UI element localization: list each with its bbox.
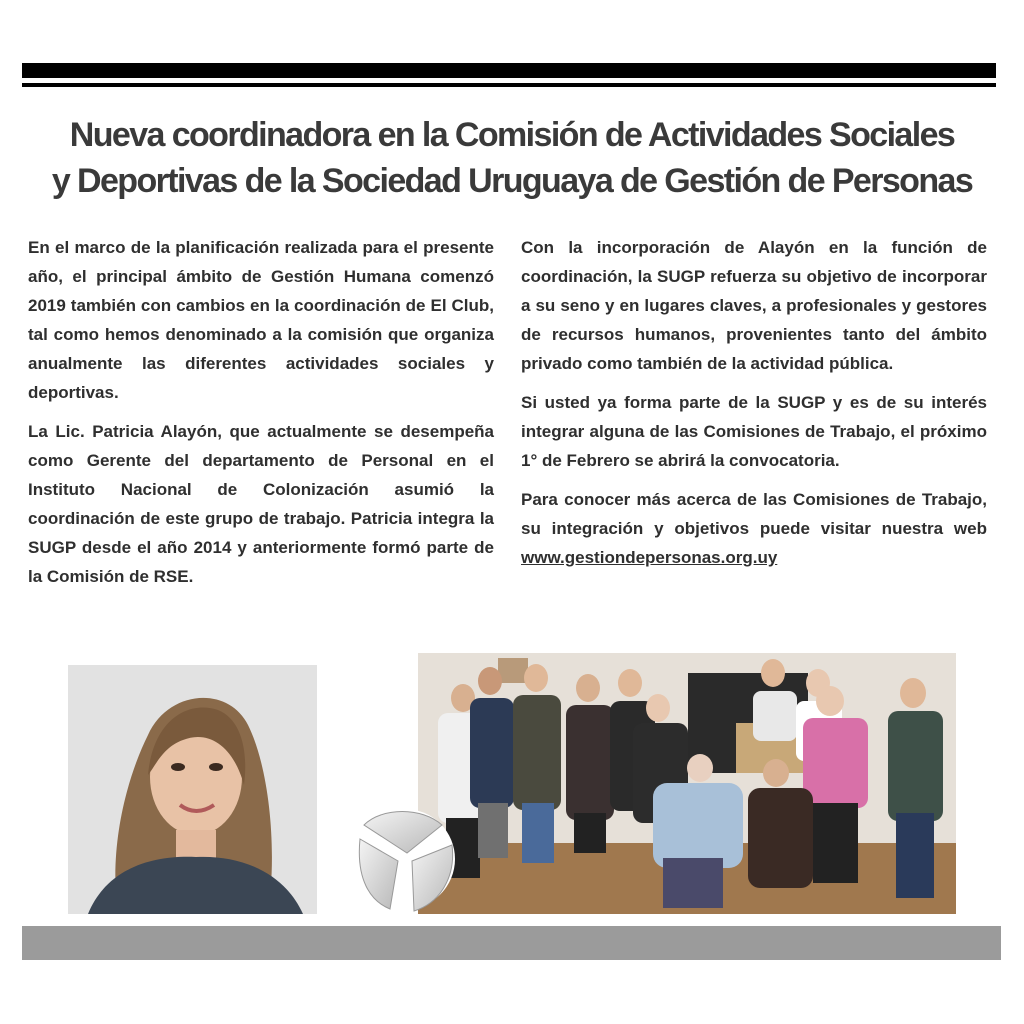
headline-line-1: Nueva coordinadora en la Comisión de Actividades Sociales: [69, 116, 955, 154]
top-rule-thin: [22, 83, 996, 87]
right-paragraph-3: [521, 485, 987, 572]
article-headline: [10, 112, 1014, 204]
right-paragraph-3-text: Para conocer más acerca de las Comisiones de Trabajo, su integración y objetivos puede visitar nuestra web: [521, 490, 987, 538]
left-paragraph-2: La Lic. Patricia Alayón, que actualmente se desempeña como Gerente del departamento de Personal en el Instituto Nacional de Colonización asumió la coordinación de este grupo de trabajo. Patricia integra la SUGP desde el año 2014 y anteriormente formó parte de la Comisión de RSE.: [28, 422, 494, 586]
right-paragraph-1: Con la incorporación de Alayón en la función de coordinación, la SUGP refuerza su objetivo de incorporar a su seno y en lugares claves, a profesionales y gestores de recursos humanos, provenientes tanto del ámbito privado como también de la actividad pública.: [521, 238, 987, 373]
footer-bar: [22, 926, 1001, 960]
left-column: [28, 233, 494, 601]
portrait-photo: [68, 665, 317, 914]
sugp-logo: [352, 805, 458, 913]
right-paragraph-2: Si usted ya forma parte de la SUGP y es de su interés integrar alguna de las Comisiones de Trabajo, el próximo 1° de Febrero se abrirá la convocatoria.: [521, 393, 987, 470]
left-paragraph-1: En el marco de la planificación realizada para el presente año, el principal ámbito de Gestión Humana comenzó 2019 también con cambios en la coordinación de El Club, tal como hemos denominado a la comisión que organiza anualmente las diferentes actividades sociales y deportivas.: [28, 238, 494, 402]
top-rule-thick: [22, 63, 996, 78]
right-column: [521, 233, 987, 582]
headline-line-2: y Deportivas de la Sociedad Uruguaya de Gestión de Personas: [51, 162, 973, 200]
group-photo: [418, 653, 956, 914]
website-link[interactable]: www.gestiondepersonas.org.uy: [521, 548, 778, 567]
